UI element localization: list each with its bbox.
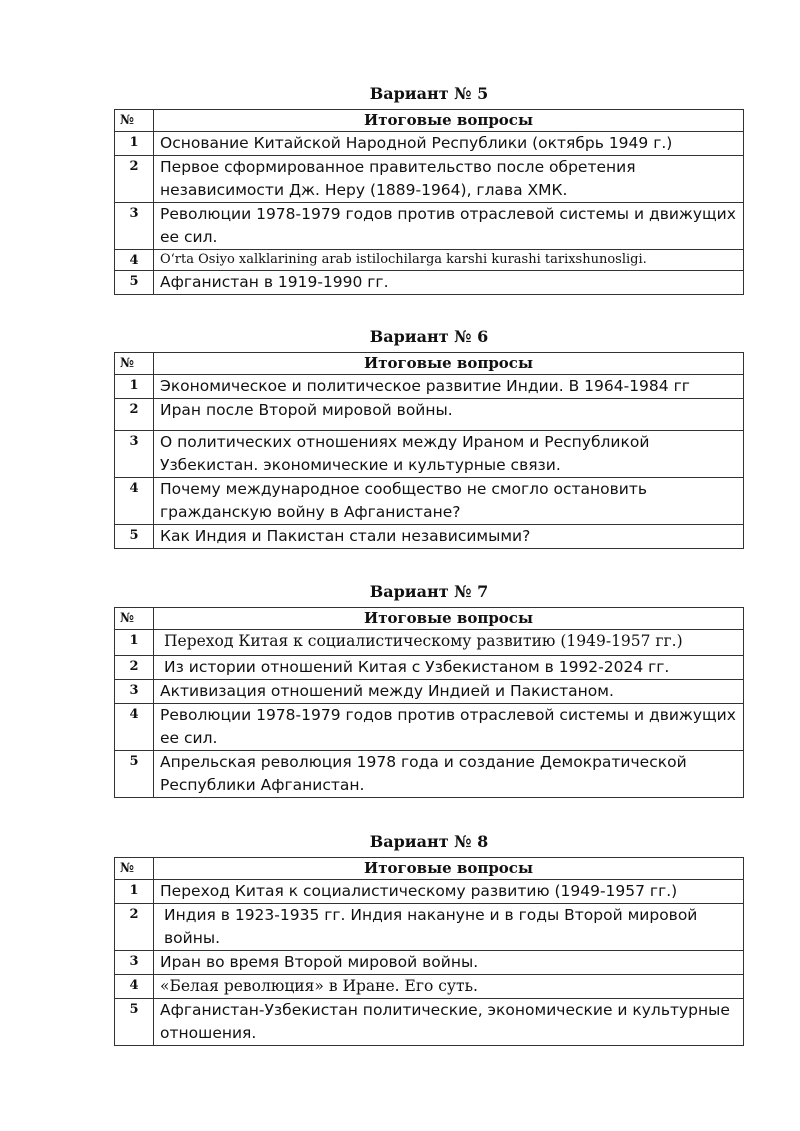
number-column-header: № [115,608,154,630]
question-text: Революции 1978-1979 годов против отраслевой системы и движущих ее сил. [154,203,744,250]
question-number: 2 [115,904,154,951]
variant-title: Вариант № 7 [369,582,489,601]
question-number: 5 [115,751,154,798]
table-row [115,975,744,999]
question-text: Переход Китая к социалистическому развитию (1949-1957 гг.) [154,630,744,656]
question-text: Активизация отношений между Индией и Пакистаном. [154,680,744,704]
question-text: Иран после Второй мировой войны. [154,399,744,431]
questions-column-header: Итоговые вопросы [154,608,744,630]
question-number: 1 [115,630,154,656]
table-row [115,156,744,203]
question-number: 4 [115,704,154,751]
questions-table [114,109,744,295]
table-row [115,751,744,798]
question-text: Афганистан-Узбекистан политические, экономические и культурные отношения. [154,999,744,1046]
variant-title: Вариант № 5 [369,84,489,103]
variant-title: Вариант № 8 [369,832,489,851]
table-header-row [115,353,744,375]
questions-column-header: Итоговые вопросы [154,353,744,375]
question-text: Афганистан в 1919-1990 гг. [154,271,744,295]
question-text: Первое сформированное правительство после обретения независимости Дж. Неру (1889-1964), глава ХМК. [154,156,744,203]
table-row [115,132,744,156]
question-text: Иран во время Второй мировой войны. [154,951,744,975]
questions-table [114,607,744,798]
question-number: 2 [115,656,154,680]
question-number: 3 [115,431,154,478]
variant-7-block [114,582,744,798]
question-text: Индия в 1923-1935 гг. Индия накануне и в годы Второй мировой войны. [154,904,744,951]
table-row [115,478,744,525]
table-header-row [115,858,744,880]
variant-5-block [114,84,744,295]
question-number: 3 [115,680,154,704]
table-row [115,271,744,295]
question-text: Основание Китайской Народной Республики (октябрь 1949 г.) [154,132,744,156]
table-row [115,375,744,399]
question-number: 2 [115,156,154,203]
table-row [115,525,744,549]
question-number: 4 [115,975,154,999]
table-row [115,656,744,680]
variant-6-block [114,327,744,549]
question-number: 1 [115,375,154,399]
number-column-header: № [115,858,154,880]
question-number: 2 [115,399,154,431]
question-text: Из истории отношений Китая с Узбекистаном в 1992-2024 гг. [154,656,744,680]
question-text: О политических отношениях между Ираном и Республикой Узбекистан. экономические и культурные связи. [154,431,744,478]
number-column-header: № [115,110,154,132]
question-number: 4 [115,478,154,525]
table-header-row [115,110,744,132]
table-row [115,951,744,975]
table-row [115,904,744,951]
table-row [115,399,744,431]
variant-8-block [114,832,744,1046]
table-row [115,680,744,704]
questions-table [114,857,744,1046]
question-number: 3 [115,951,154,975]
questions-column-header: Итоговые вопросы [154,110,744,132]
table-row [115,880,744,904]
question-text: Как Индия и Пакистан стали независимыми? [154,525,744,549]
table-header-row [115,608,744,630]
table-row [115,704,744,751]
table-row [115,999,744,1046]
question-text: Апрельская революция 1978 года и создание Демократической Республики Афганистан. [154,751,744,798]
questions-table [114,352,744,549]
question-number: 1 [115,880,154,904]
table-row [115,250,744,271]
question-number: 5 [115,525,154,549]
question-text: Почему международное сообщество не смогло остановить гражданскую войну в Афганистане? [154,478,744,525]
questions-column-header: Итоговые вопросы [154,858,744,880]
question-text: Экономическое и политическое развитие Индии. В 1964-1984 гг [154,375,744,399]
question-text: Переход Китая к социалистическому развитию (1949-1957 гг.) [154,880,744,904]
table-row [115,630,744,656]
question-number: 4 [115,250,154,271]
question-text: Революции 1978-1979 годов против отраслевой системы и движущих ее сил. [154,704,744,751]
table-row [115,203,744,250]
question-number: 3 [115,203,154,250]
table-row [115,431,744,478]
question-text: «Белая революция» в Иране. Его суть. [154,975,744,999]
question-number: 5 [115,999,154,1046]
question-text: O‘rta Osiyo xalklarining arab istilochilarga karshi kurashi tarixshunosligi. [154,250,744,271]
variant-title: Вариант № 6 [369,327,489,346]
question-number: 5 [115,271,154,295]
question-number: 1 [115,132,154,156]
number-column-header: № [115,353,154,375]
